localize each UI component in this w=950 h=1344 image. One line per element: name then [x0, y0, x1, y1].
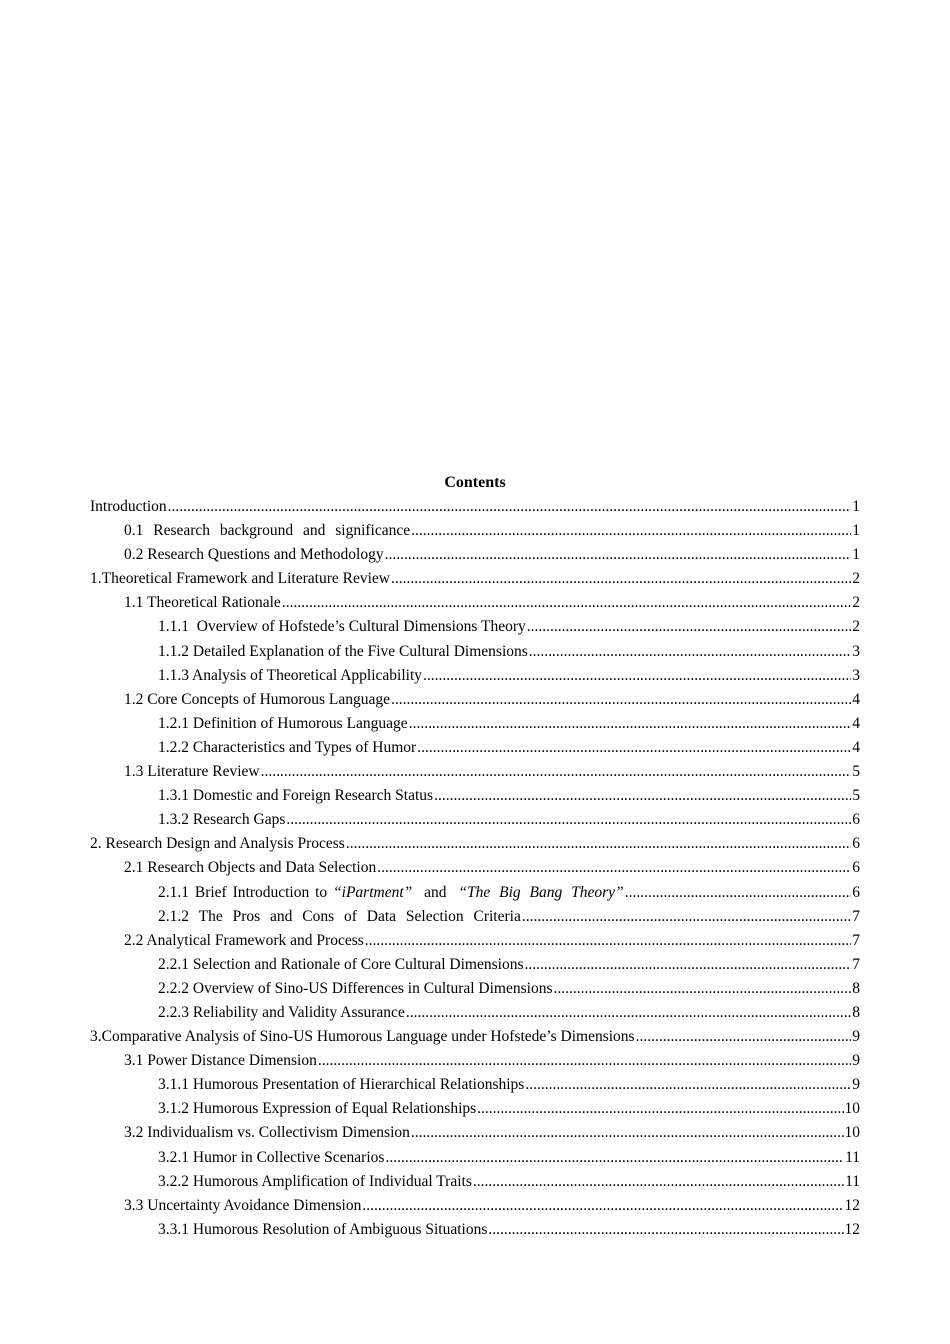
- toc-entry-text: 1.1.1 Overview of Hofstede’s Cultural Dimensions Theory: [158, 618, 526, 636]
- toc-entry[interactable]: [90, 1001, 860, 1025]
- toc-entry[interactable]: [90, 688, 860, 712]
- toc-page-number: 6: [852, 859, 860, 877]
- toc-page-number: 10: [844, 1124, 860, 1142]
- toc-entry-text: 2.1.2 The Pros and Cons of Data Selection Criteria: [158, 907, 521, 925]
- toc-entry[interactable]: [90, 567, 860, 591]
- toc-page-number: 1: [852, 498, 860, 515]
- leader-dots: [529, 640, 851, 664]
- toc-entry-text: 2.1 Research Objects and Data Selection: [124, 859, 377, 877]
- toc-page-number: 9: [852, 1028, 860, 1046]
- toc-page-number: 6: [852, 811, 860, 829]
- toc-entry-text: 0.2 Research Questions and Methodology: [124, 546, 384, 564]
- leader-dots: [423, 664, 851, 688]
- leader-dots: [362, 1194, 843, 1218]
- leader-dots: [488, 1218, 843, 1242]
- toc-page-number: 5: [852, 763, 860, 781]
- toc-page-number: 9: [852, 1076, 860, 1094]
- leader-dots: [282, 591, 851, 615]
- leader-dots: [553, 977, 851, 1001]
- toc-entry[interactable]: [90, 977, 860, 1001]
- toc-entry-text: Introduction: [90, 498, 167, 515]
- toc-entry[interactable]: [90, 1146, 860, 1170]
- table-of-contents: [90, 495, 860, 1242]
- leader-dots: [391, 567, 851, 591]
- toc-entry[interactable]: [90, 736, 860, 760]
- toc-page-number: 7: [852, 955, 860, 973]
- leader-dots: [365, 929, 851, 953]
- leader-dots: [527, 615, 851, 639]
- toc-entry-text-part: 2.1.1 Brief Introduction to: [158, 883, 334, 901]
- toc-entry[interactable]: [90, 495, 860, 519]
- toc-page-number: 10: [844, 1100, 860, 1118]
- toc-entry[interactable]: [90, 664, 860, 688]
- toc-page-number: 1: [852, 546, 860, 564]
- toc-entry-text: [158, 881, 624, 905]
- leader-dots: [625, 881, 852, 905]
- toc-entry[interactable]: [90, 1025, 860, 1049]
- toc-page-number: 3: [852, 666, 860, 684]
- toc-entry-text: 2.2.2 Overview of Sino-US Differences in Cultural Dimensions: [158, 979, 553, 997]
- toc-title: Contents: [444, 474, 506, 491]
- toc-page-number: 2: [852, 618, 860, 636]
- toc-entry[interactable]: [90, 953, 860, 977]
- toc-entry[interactable]: [90, 760, 860, 784]
- toc-entry-text: 3.2.2 Humorous Amplification of Individual Traits: [158, 1172, 472, 1190]
- toc-page-number: 1: [852, 522, 860, 540]
- leader-dots: [377, 856, 851, 880]
- toc-entry-text: 1.1.3 Analysis of Theoretical Applicability: [158, 666, 423, 684]
- leader-dots: [417, 736, 851, 760]
- toc-entry[interactable]: [90, 1073, 860, 1097]
- toc-entry[interactable]: [90, 591, 860, 615]
- toc-entry-text: 1.2.1 Definition of Humorous Language: [158, 714, 408, 732]
- leader-dots: [636, 1025, 852, 1049]
- toc-entry[interactable]: [90, 1194, 860, 1218]
- leader-dots: [524, 953, 851, 977]
- toc-entry-text: 0.1 Research background and significance: [124, 522, 411, 540]
- toc-page-number: 8: [852, 979, 860, 997]
- toc-entry-text: 1.2.2 Characteristics and Types of Humor: [158, 738, 417, 756]
- toc-page-number: 6: [852, 835, 860, 853]
- toc-page-number: 11: [845, 1148, 860, 1166]
- toc-entry[interactable]: [90, 1218, 860, 1242]
- toc-entry-text: 3.Comparative Analysis of Sino-US Humorous Language under Hofstede’s Dimensions: [90, 1028, 635, 1046]
- leader-dots: [434, 784, 851, 808]
- toc-entry-text: 1.1.2 Detailed Explanation of the Five Cultural Dimensions: [158, 642, 528, 660]
- toc-entry-text: 3.1.2 Humorous Expression of Equal Relationships: [158, 1100, 477, 1118]
- toc-page-number: 5: [852, 787, 860, 805]
- leader-dots: [168, 495, 852, 519]
- toc-page-number: 6: [852, 883, 860, 901]
- toc-entry[interactable]: [90, 712, 860, 736]
- toc-page-number: 7: [852, 931, 860, 949]
- toc-page-number: 9: [852, 1052, 860, 1070]
- leader-dots: [522, 905, 851, 929]
- toc-entry[interactable]: [90, 856, 860, 880]
- toc-entry[interactable]: [90, 808, 860, 832]
- leader-dots: [525, 1073, 851, 1097]
- toc-page-number: 11: [845, 1172, 860, 1190]
- toc-entry-text: 3.2 Individualism vs. Collectivism Dimension: [124, 1124, 410, 1142]
- toc-entry-text: 3.1 Power Distance Dimension: [124, 1052, 317, 1070]
- toc-entry-text: 1.3 Literature Review: [124, 763, 260, 781]
- toc-entry-text: 1.2 Core Concepts of Humorous Language: [124, 690, 391, 708]
- toc-page-number: 4: [852, 690, 860, 708]
- toc-entry[interactable]: [90, 929, 860, 953]
- toc-entry-text: 2.2 Analytical Framework and Process: [124, 931, 364, 949]
- toc-entry[interactable]: [90, 543, 860, 567]
- leader-dots: [385, 1146, 844, 1170]
- toc-page-number: 4: [852, 714, 860, 732]
- toc-entry[interactable]: [90, 1170, 860, 1194]
- toc-entry-text: 2.2.1 Selection and Rationale of Core Cultural Dimensions: [158, 955, 524, 973]
- leader-dots: [346, 832, 851, 856]
- toc-entry-text: 1.1 Theoretical Rationale: [124, 594, 281, 612]
- show-title-big-bang-theory: “The Big Bang Theory”: [458, 883, 624, 901]
- toc-entry[interactable]: [90, 519, 860, 543]
- toc-entry[interactable]: [90, 1049, 860, 1073]
- toc-entry[interactable]: [90, 784, 860, 808]
- toc-page-number: 2: [852, 570, 860, 588]
- leader-dots: [477, 1097, 843, 1121]
- toc-page-number: 12: [844, 1220, 860, 1238]
- toc-entry[interactable]: [90, 905, 860, 929]
- toc-page-number: 7: [852, 907, 860, 925]
- leader-dots: [286, 808, 851, 832]
- leader-dots: [385, 543, 852, 567]
- leader-dots: [411, 1121, 844, 1145]
- toc-page-number: 12: [844, 1196, 860, 1214]
- toc-entry[interactable]: [90, 615, 860, 639]
- toc-page-number: 2: [852, 594, 860, 612]
- leader-dots: [406, 1001, 851, 1025]
- toc-entry[interactable]: [90, 881, 860, 905]
- toc-entry[interactable]: [90, 1097, 860, 1121]
- toc-page-number: 4: [852, 738, 860, 756]
- toc-entry[interactable]: [90, 640, 860, 664]
- show-title-ipartment: “iPartment”: [333, 883, 413, 901]
- leader-dots: [409, 712, 852, 736]
- toc-entry-text: 1.3.2 Research Gaps: [158, 811, 286, 829]
- toc-entry-text: 3.3 Uncertainty Avoidance Dimension: [124, 1196, 362, 1214]
- toc-entry[interactable]: [90, 832, 860, 856]
- toc-page-number: 8: [852, 1003, 860, 1021]
- toc-entry-text: 3.2.1 Humor in Collective Scenarios: [158, 1148, 385, 1166]
- leader-dots: [473, 1170, 844, 1194]
- leader-dots: [318, 1049, 851, 1073]
- leader-dots: [391, 688, 851, 712]
- toc-page-number: 3: [852, 642, 860, 660]
- leader-dots: [411, 519, 851, 543]
- toc-entry[interactable]: [90, 1121, 860, 1145]
- toc-entry-text: 3.1.1 Humorous Presentation of Hierarchical Relationships: [158, 1076, 525, 1094]
- toc-entry-text-part: and: [412, 883, 459, 901]
- toc-entry-text: 2. Research Design and Analysis Process: [90, 835, 345, 853]
- toc-entry-text: 3.3.1 Humorous Resolution of Ambiguous Situations: [158, 1220, 488, 1238]
- toc-entry-text: 2.2.3 Reliability and Validity Assurance: [158, 1003, 405, 1021]
- toc-entry-text: 1.Theoretical Framework and Literature Review: [90, 570, 390, 588]
- toc-entry-text: 1.3.1 Domestic and Foreign Research Status: [158, 787, 434, 805]
- leader-dots: [261, 760, 852, 784]
